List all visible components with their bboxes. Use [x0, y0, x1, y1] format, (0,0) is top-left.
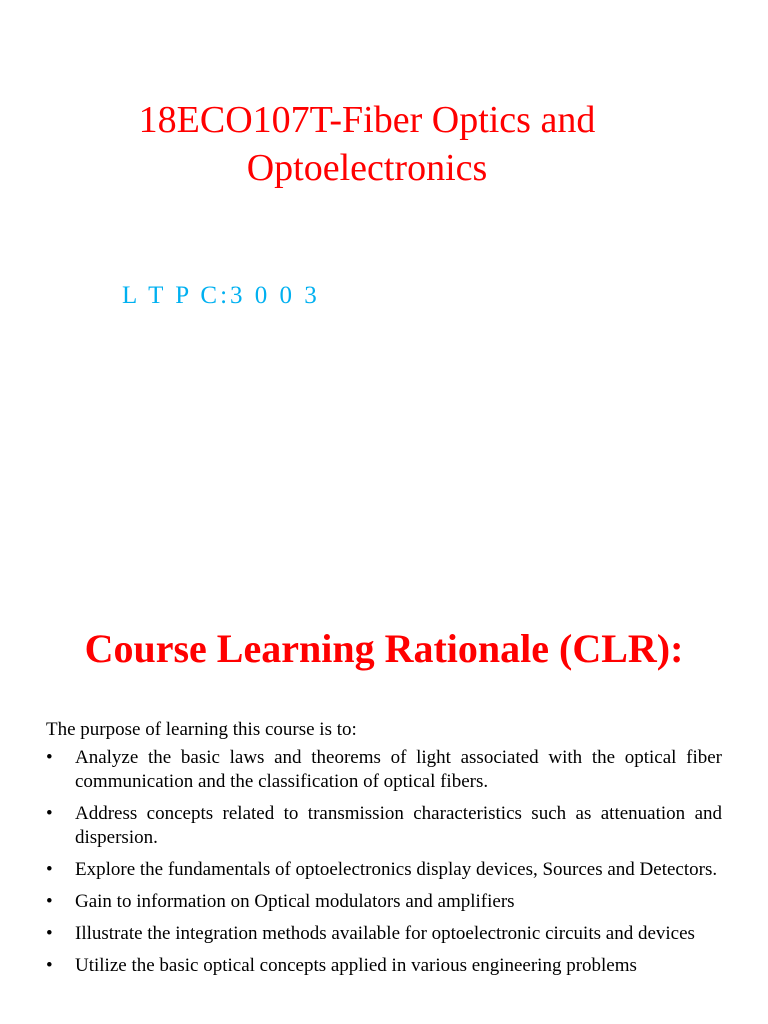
course-title-line-2: Optoelectronics [246, 147, 488, 189]
slide-clr [0, 560, 768, 1024]
bullet-icon: • [46, 859, 53, 880]
course-title-line-1: 18ECO107T-Fiber Optics and [138, 99, 596, 141]
bullet-icon: • [46, 803, 53, 824]
list-item [46, 802, 722, 850]
bullet-icon: • [46, 923, 53, 944]
ltpc-credits: L T P C:3 0 0 3 [122, 282, 320, 309]
course-title [0, 96, 734, 192]
bullet-icon: • [46, 891, 53, 912]
list-item-text: Address concepts related to transmission characteristics such as attenuation and dispersion. [75, 803, 722, 848]
clr-heading: Course Learning Rationale (CLR): [84, 626, 684, 671]
list-item-text: Gain to information on Optical modulators and amplifiers [75, 891, 515, 912]
list-item-text: Explore the fundamentals of optoelectronics display devices, Sources and Detectors. [75, 859, 718, 880]
bullet-icon: • [46, 747, 53, 768]
bullet-icon: • [46, 955, 53, 976]
list-item [46, 954, 722, 978]
list-item [46, 858, 722, 882]
list-item [46, 746, 722, 794]
list-item-text: Utilize the basic optical concepts applied in various engineering problems [75, 955, 637, 976]
clr-bullet-list [46, 746, 722, 986]
clr-intro: The purpose of learning this course is to: [46, 719, 357, 740]
list-item [46, 890, 722, 914]
list-item-text: Analyze the basic laws and theorems of light associated with the optical fiber communication and the classification of optical fibers. [75, 747, 722, 792]
list-item [46, 922, 722, 946]
list-item-text: Illustrate the integration methods available for optoelectronic circuits and devices [75, 923, 695, 944]
